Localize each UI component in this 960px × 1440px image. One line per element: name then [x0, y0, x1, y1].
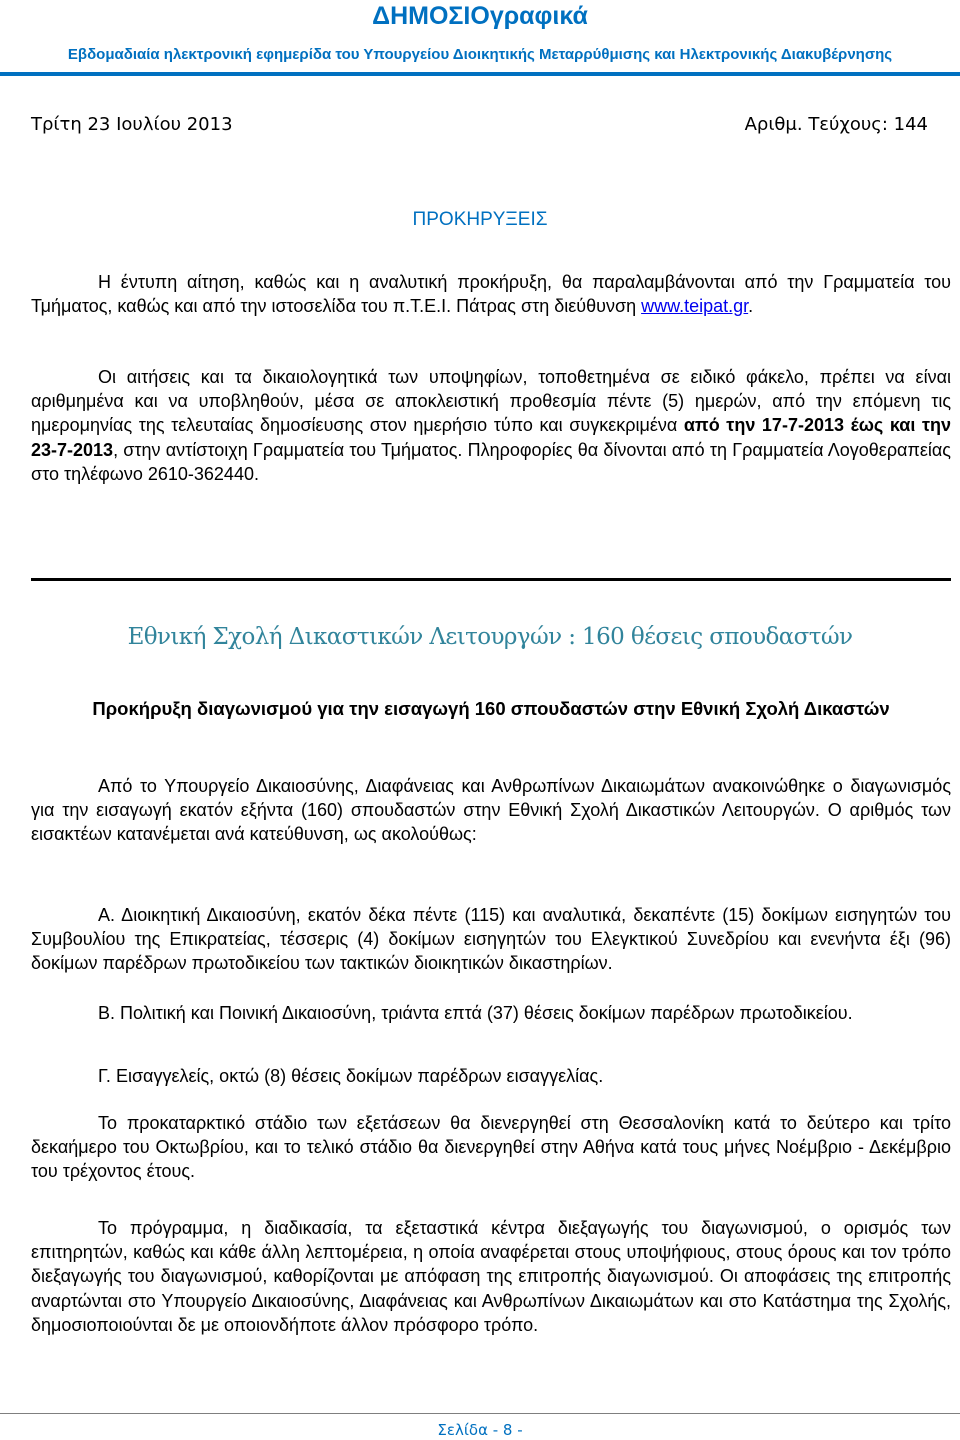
footer-divider [0, 1413, 960, 1414]
article-title: Εθνική Σχολή Δικαστικών Λειτουργών : 160 θέσεις σπουδαστών [127, 624, 853, 650]
paragraph-text: Το πρόγραμμα, η διαδικασία, τα εξεταστικά κέντρα διεξαγωγής του διαγωνισμού, ο ορισμός των επιτηρητών, καθώς και κάθε άλλη λεπτομέρεια, η οποία αναφέρεται στους υποψήφιους, στους όρους και τον τρόπο διεξαγωγής του διαγωνισμού, καθορίζονται με απόφαση της επιτροπής διαγωνισμού. Οι αποφάσεις της επιτροπής αναρτώνται στο Υπουργείο Δικαιοσύνης, Διαφάνειας και Ανθρωπίνων Δικαιωμάτων και στο Κατάστημα της Σχολής, δημοσιοποιούνται δε με οποιονδήποτε άλλον πρόσφορο τρόπο. [31, 1218, 951, 1335]
article-item-a [31, 903, 951, 976]
article-item-b [31, 1001, 951, 1025]
paragraph-text-end: , στην αντίστοιχη Γραμματεία του Τμήματος. Πληροφορίες θα δίνονται από τη Γραμματεία Λογοθεραπείας στο τηλέφωνο 2610-362440. [31, 439, 951, 484]
website-link[interactable]: www.teipat.gr [641, 296, 749, 317]
page-number: Σελίδα - 8 - [437, 1421, 523, 1439]
article-paragraph-1 [31, 774, 951, 847]
item-text: Γ. Εισαγγελείς, οκτώ (8) θέσεις δοκίμων παρέδρων εισαγγελίας. [98, 1066, 604, 1086]
dateline [31, 114, 928, 135]
item-text: Α. Διοικητική Δικαιοσύνη, εκατόν δέκα πέντε (115) και αναλυτικά, δεκαπέντε (15) δοκίμων εισηγητών του Συμβουλίου της Επικρατείας, τέσσερις (4) δοκίμων εισηγητών του Ελεγκτικού Συνεδρίου και ενενήντα έξι (96) δοκίμων παρέδρων πρωτοδικείου των τακτικών διοικητικών δικαστηρίων. [31, 905, 951, 974]
announcement-paragraph-2 [31, 365, 951, 486]
section-heading: ΠΡΟΚΗΡΥΞΕΙΣ [412, 209, 548, 230]
paragraph-text: Το προκαταρκτικό στάδιο των εξετάσεων θα διενεργηθεί στη Θεσσαλονίκη κατά το δεύτερο και τρίτο δεκαήμερο του Οκτωβρίου, και το τελικό στάδιο θα διενεργηθεί στην Αθήνα κατά τους μήνες Νοέμβριο - Δεκέμβριο του τρέχοντος έτους. [31, 1113, 951, 1182]
article-paragraph-2 [31, 1111, 951, 1184]
paragraph-text: Από το Υπουργείο Δικαιοσύνης, Διαφάνειας και Ανθρωπίνων Δικαιωμάτων ανακοινώθηκε ο διαγωνισμός για την εισαγωγή εκατόν εξήντα (160) σπουδαστών στην Εθνική Σχολή Δικαστικών Λειτουργών. Ο αριθμός των εισακτέων κατανέμεται ανά κατεύθυνση, ως ακολούθως: [31, 776, 951, 845]
issue-date: Τρίτη 23 Ιουλίου 2013 [31, 114, 233, 135]
article-paragraph-3 [31, 1216, 951, 1337]
masthead-divider [0, 72, 960, 76]
masthead-title: ΔΗΜΟΣΙΟγραφικά [372, 2, 588, 30]
section-divider [31, 578, 951, 581]
issue-number: Αριθμ. Τεύχους: 144 [744, 114, 928, 135]
item-text: Β. Πολιτική και Ποινική Δικαιοσύνη, τριάντα επτά (37) θέσεις δοκίμων παρέδρων πρωτοδικείου. [98, 1003, 853, 1023]
paragraph-text: Οι αιτήσεις και τα δικαιολογητικά των υποψηφίων, τοποθετημένα σε ειδικό φάκελο, πρέπει να είναι αριθμημένα και να υποβληθούν, μέσα σε αποκλειστική προθεσμία πέντε (5) ημερών, από την επόμενη τις ημερομηνίας της τελευταίας δημοσίευσης στον ημερήσιο τύπο και συγκεκριμένα [31, 367, 951, 436]
article-item-c [31, 1064, 951, 1088]
paragraph-end: . [748, 296, 754, 317]
article-subtitle: Προκήρυξη διαγωνισμού για την εισαγωγή 160 σπουδαστών στην Εθνική Σχολή Δικαστών [92, 698, 890, 719]
masthead-subtitle: Εβδομαδιαία ηλεκτρονική εφημερίδα του Υπουργείου Διοικητικής Μεταρρύθμισης και Ηλεκτρονικής Διακυβέρνησης [67, 46, 893, 63]
announcement-paragraph-1 [31, 270, 951, 318]
date-range: από την 17-7-2013 έως και την 23-7-2013 [31, 415, 951, 460]
paragraph-text: Η έντυπη αίτηση, καθώς και η αναλυτική προκήρυξη, θα παραλαμβάνονται από την Γραμματεία του Τμήματος, καθώς και από την ιστοσελίδα του π.Τ.Ε.Ι. Πάτρας στη διεύθυνση [31, 272, 951, 317]
